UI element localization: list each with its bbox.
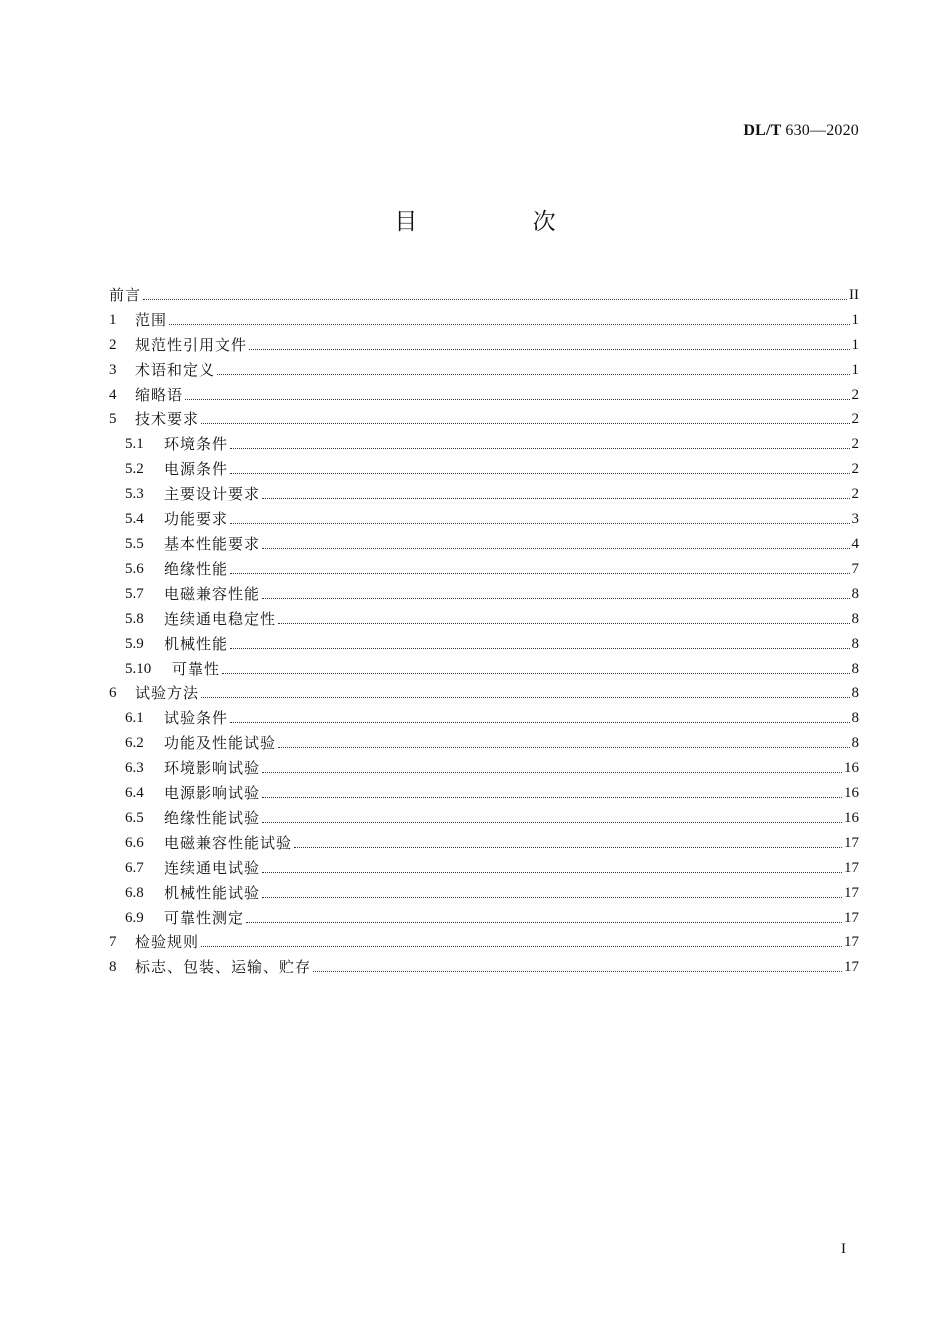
toc-entry-number: 6.6: [125, 834, 144, 851]
toc-entry-leader: [262, 897, 842, 898]
toc-entry-page: 17: [844, 884, 859, 901]
toc-entry[interactable]: [109, 382, 859, 407]
toc-entry-page: 16: [844, 785, 859, 802]
toc-entry-leader: [222, 673, 849, 674]
toc-entry-leader: [262, 498, 849, 499]
toc-entry-page: 17: [844, 934, 859, 951]
toc-entry[interactable]: [109, 556, 859, 581]
toc-entry-label: 绝缘性能: [164, 559, 229, 578]
toc-entry[interactable]: [109, 431, 859, 456]
toc-entry-page: 2: [851, 461, 859, 478]
toc-entry-label: 环境条件: [164, 435, 229, 454]
toc-entry-number: 7: [109, 934, 117, 951]
toc-entry[interactable]: [109, 581, 859, 606]
toc-entry-number: 6.3: [125, 760, 144, 777]
toc-entry-number: 6.7: [125, 859, 144, 876]
toc-entry-label: 功能要求: [164, 510, 229, 529]
toc-entry[interactable]: [109, 656, 859, 681]
toc-entry-page: 17: [844, 859, 859, 876]
toc-entry-leader: [262, 797, 842, 798]
toc-entry-leader: [278, 747, 849, 748]
table-of-contents: [109, 282, 859, 979]
toc-entry[interactable]: [109, 681, 859, 706]
toc-entry-page: 8: [851, 610, 859, 627]
toc-entry-page: 8: [851, 710, 859, 727]
toc-entry-page: 2: [851, 436, 859, 453]
toc-entry-leader: [262, 822, 842, 823]
toc-entry-leader: [294, 847, 842, 848]
toc-entry[interactable]: [109, 606, 859, 631]
toc-entry-number: 6.1: [125, 710, 144, 727]
toc-entry[interactable]: [109, 805, 859, 830]
document-code-prefix: DL/T: [743, 122, 782, 139]
toc-entry-label: 前言: [109, 285, 142, 304]
toc-entry-page: 1: [851, 311, 859, 328]
toc-entry-leader: [201, 697, 849, 698]
toc-entry-number: 6.4: [125, 785, 144, 802]
toc-entry-page: 1: [851, 361, 859, 378]
page-number: I: [841, 1241, 846, 1257]
toc-entry[interactable]: [109, 307, 859, 332]
toc-entry-number: 3: [109, 361, 117, 378]
page-title: 目 次: [394, 209, 610, 235]
toc-entry-label: 标志、包装、运输、贮存: [135, 958, 312, 977]
toc-entry-label: 环境影响试验: [164, 759, 261, 778]
toc-entry[interactable]: [109, 755, 859, 780]
toc-entry-page: 17: [844, 834, 859, 851]
toc-entry-page: II: [849, 286, 859, 303]
document-code: [743, 122, 859, 140]
toc-entry-number: 8: [109, 959, 117, 976]
toc-entry-leader: [230, 473, 849, 474]
toc-entry-number: 5.6: [125, 560, 144, 577]
toc-entry-leader: [230, 648, 849, 649]
toc-entry-page: 8: [851, 660, 859, 677]
toc-entry-leader: [143, 299, 847, 300]
toc-entry-number: 5.3: [125, 486, 144, 503]
toc-entry[interactable]: [109, 855, 859, 880]
toc-entry-label: 技术要求: [135, 410, 200, 429]
toc-entry-leader: [278, 623, 849, 624]
toc-entry-label: 电源条件: [164, 460, 229, 479]
toc-entry-page: 3: [851, 511, 859, 528]
toc-entry-leader: [262, 772, 842, 773]
toc-entry-number: 6.8: [125, 884, 144, 901]
toc-entry-number: 5: [109, 411, 117, 428]
toc-entry-leader: [262, 872, 842, 873]
toc-entry-leader: [201, 423, 849, 424]
toc-entry-label: 可靠性: [172, 659, 221, 678]
toc-entry-leader: [262, 598, 849, 599]
toc-entry-page: 8: [851, 585, 859, 602]
toc-entry-label: 连续通电试验: [164, 858, 261, 877]
toc-entry-page: 2: [851, 386, 859, 403]
toc-entry-leader: [230, 573, 849, 574]
toc-entry-leader: [262, 548, 849, 549]
toc-entry[interactable]: [109, 481, 859, 506]
toc-entry[interactable]: [109, 357, 859, 382]
toc-entry-number: 6: [109, 685, 117, 702]
toc-entry-number: 6.5: [125, 809, 144, 826]
toc-entry-number: 4: [109, 386, 117, 403]
toc-entry-leader: [217, 374, 849, 375]
toc-entry-leader: [169, 324, 849, 325]
toc-entry-label: 缩略语: [135, 385, 184, 404]
toc-entry-label: 试验方法: [135, 684, 200, 703]
toc-entry-label: 机械性能: [164, 634, 229, 653]
toc-entry-page: 1: [851, 336, 859, 353]
toc-entry-leader: [230, 523, 849, 524]
toc-entry-page: 8: [851, 635, 859, 652]
toc-entry-page: 17: [844, 959, 859, 976]
toc-entry-label: 基本性能要求: [164, 534, 261, 553]
toc-entry-label: 电磁兼容性能: [164, 584, 261, 603]
toc-entry-label: 绝缘性能试验: [164, 808, 261, 827]
toc-entry-number: 6.9: [125, 909, 144, 926]
toc-entry[interactable]: [109, 880, 859, 905]
toc-entry-label: 电磁兼容性能试验: [164, 833, 293, 852]
toc-entry-page: 7: [851, 560, 859, 577]
toc-entry[interactable]: [109, 930, 859, 955]
toc-entry-number: 5.10: [125, 660, 152, 677]
toc-entry[interactable]: [109, 456, 859, 481]
toc-entry-number: 2: [109, 336, 117, 353]
toc-entry-label: 范围: [135, 310, 168, 329]
toc-entry-leader: [249, 349, 849, 350]
toc-entry-leader: [313, 971, 842, 972]
toc-entry-page: 16: [844, 760, 859, 777]
toc-entry-label: 电源影响试验: [164, 784, 261, 803]
toc-entry-page: 2: [851, 486, 859, 503]
toc-entry[interactable]: [109, 905, 859, 930]
toc-entry[interactable]: [109, 531, 859, 556]
toc-entry[interactable]: [109, 332, 859, 357]
toc-entry-page: 2: [851, 411, 859, 428]
toc-entry[interactable]: [109, 631, 859, 656]
toc-entry[interactable]: [109, 407, 859, 432]
toc-entry-label: 规范性引用文件: [135, 335, 248, 354]
toc-entry-page: 4: [851, 535, 859, 552]
toc-entry-leader: [185, 399, 849, 400]
document-code-number: 630—2020: [785, 122, 859, 139]
toc-entry-label: 检验规则: [135, 933, 200, 952]
toc-entry-number: 1: [109, 311, 117, 328]
toc-entry-number: 6.2: [125, 735, 144, 752]
toc-entry-number: 5.9: [125, 635, 144, 652]
toc-entry[interactable]: [109, 705, 859, 730]
toc-entry-label: 可靠性测定: [164, 908, 245, 927]
toc-entry-page: 17: [844, 909, 859, 926]
toc-entry-page: 8: [851, 685, 859, 702]
toc-entry[interactable]: [109, 954, 859, 979]
toc-entry-label: 机械性能试验: [164, 883, 261, 902]
toc-entry-number: 5.7: [125, 585, 144, 602]
toc-entry-leader: [246, 922, 842, 923]
toc-entry-label: 功能及性能试验: [164, 734, 277, 753]
toc-entry-number: 5.5: [125, 535, 144, 552]
toc-entry-number: 5.1: [125, 436, 144, 453]
toc-entry[interactable]: [109, 282, 859, 307]
toc-entry-leader: [201, 946, 842, 947]
toc-entry-leader: [230, 448, 849, 449]
toc-entry[interactable]: [109, 830, 859, 855]
toc-entry-number: 5.2: [125, 461, 144, 478]
toc-entry-label: 连续通电稳定性: [164, 609, 277, 628]
toc-entry[interactable]: [109, 780, 859, 805]
toc-entry-page: 8: [851, 735, 859, 752]
toc-entry[interactable]: [109, 506, 859, 531]
toc-entry-label: 术语和定义: [135, 360, 216, 379]
toc-entry-label: 试验条件: [164, 709, 229, 728]
toc-entry-leader: [230, 722, 849, 723]
toc-entry-number: 5.8: [125, 610, 144, 627]
toc-entry[interactable]: [109, 730, 859, 755]
toc-entry-number: 5.4: [125, 511, 144, 528]
toc-entry-label: 主要设计要求: [164, 485, 261, 504]
toc-entry-page: 16: [844, 809, 859, 826]
